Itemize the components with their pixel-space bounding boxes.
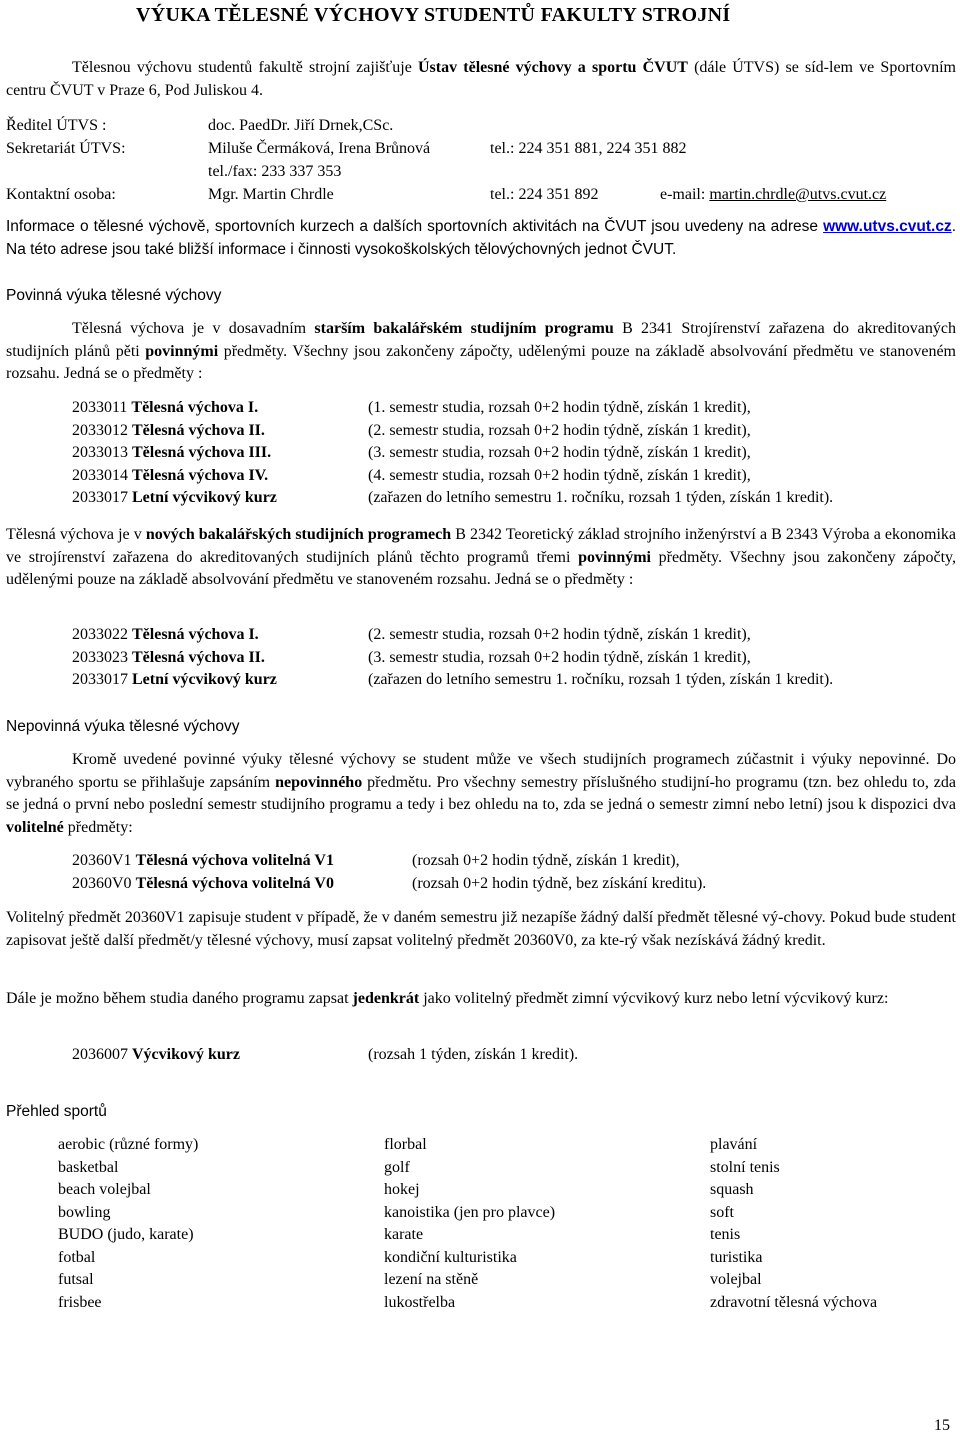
sport-item: kondiční kulturistika	[384, 1248, 517, 1266]
course-code: 2036007	[72, 1046, 132, 1063]
sports-heading: Přehled sportů	[6, 1103, 107, 1120]
text: předměty:	[63, 818, 133, 836]
sport-item: florbal	[384, 1136, 427, 1153]
text: Dále je možno během studia daného programu zapsat	[6, 990, 353, 1007]
optional-paragraph-3	[6, 988, 956, 1011]
course-code-name	[72, 487, 277, 510]
course-description: (4. semestr studia, rozsah 0+2 hodin týdně, získán 1 kredit),	[368, 466, 751, 484]
page-title: VÝUKA TĚLESNÉ VÝCHOVY STUDENTŮ FAKULTY STROJNÍ	[136, 4, 731, 26]
sport-item: zdravotní tělesná výchova	[710, 1293, 878, 1311]
course-code-name	[72, 873, 334, 896]
info-paragraph	[6, 216, 956, 261]
sport-item: kanoistika (jen pro plavce)	[384, 1203, 556, 1221]
contact-name: Mgr. Martin Chrdle	[208, 186, 334, 203]
course-name: Letní výcvikový kurz	[132, 671, 277, 688]
course-code: 2033017	[72, 671, 132, 688]
optional-heading: Nepovinná výuka tělesné výchovy	[6, 718, 240, 735]
sport-item: fotbal	[58, 1248, 96, 1266]
text-bold: jedenkrát	[352, 990, 420, 1007]
text: B 2341 Strojírenství zařazena do akreditovaných studijních plánů pěti	[6, 320, 956, 360]
intro-institute: Ústav tělesné výchovy a sportu ČVUT	[417, 59, 688, 76]
intro-paragraph	[6, 57, 956, 102]
sport-item: lukostřelba	[384, 1293, 456, 1311]
sport-item: aerobic (různé formy)	[58, 1136, 199, 1153]
course-code: 2033011	[72, 399, 132, 416]
sport-item: lezení na stěně	[384, 1271, 479, 1288]
sport-item: beach volejbal	[58, 1181, 151, 1198]
course-name: Tělesná výchova II.	[132, 648, 265, 666]
website-link[interactable]: www.utvs.cvut.cz	[823, 218, 952, 235]
sport-item: tenis	[710, 1226, 741, 1243]
sport-item: plavání	[710, 1136, 758, 1153]
course-name: Tělesná výchova III.	[132, 444, 272, 461]
course-description: (2. semestr studia, rozsah 0+2 hodin týdně, získán 1 kredit),	[368, 626, 751, 643]
sport-item: basketbal	[58, 1158, 119, 1176]
course-code: 2033023	[72, 648, 132, 666]
course-code-name	[72, 669, 277, 692]
mandatory-paragraph-2	[6, 524, 956, 592]
course-name: Tělesná výchova volitelná V0	[135, 874, 334, 892]
course-name: Tělesná výchova II.	[132, 421, 265, 439]
text: předmětu. Pro všechny semestry příslušného studijní-ho programu (tzn. bez ohledu to, zda se jedná o první nebo poslední semestr studijního programu a tedy i bez ohledu na to, zda se jedná o semestr zimní nebo letní) jsou k dispozici dva	[6, 773, 956, 813]
course-description: (1. semestr studia, rozsah 0+2 hodin týdně, získán 1 kredit),	[368, 399, 751, 416]
text-bold: nepovinného	[275, 773, 363, 791]
course-code-name	[72, 465, 268, 488]
info-text: Informace o tělesné výchově, sportovních kurzech a dalších sportovních aktivitách na ČVUT jsou uvedeny na adrese	[6, 218, 824, 235]
email-link[interactable]: martin.chrdle@utvs.cvut.cz	[709, 186, 887, 203]
text: B 2342 Teoretický základ strojního inženýrství a B 2343 Výroba a ekonomika ve strojírenství zařazena do akreditovaných studijních plánů těchto programů třemi	[6, 526, 957, 566]
mandatory-paragraph-1	[6, 318, 956, 386]
course-code-name	[72, 420, 265, 443]
text-bold: nových bakalářských studijních programech	[145, 526, 452, 543]
sport-item: hokej	[384, 1181, 420, 1198]
text: Tělesná výchova je v dosavadním	[72, 320, 315, 337]
sport-item: stolní tenis	[710, 1158, 780, 1176]
contact-email	[660, 184, 886, 207]
sport-item: karate	[384, 1226, 424, 1243]
course-description: (2. semestr studia, rozsah 0+2 hodin týdně, získán 1 kredit),	[368, 421, 751, 439]
course-description: (3. semestr studia, rozsah 0+2 hodin týdně, získán 1 kredit),	[368, 444, 751, 461]
course-code: 2033022	[72, 626, 132, 643]
text-bold: povinnými	[578, 548, 651, 566]
text-bold: starším bakalářském studijním programu	[314, 320, 614, 337]
sport-item: frisbee	[58, 1293, 102, 1311]
sport-item: volejbal	[710, 1271, 762, 1288]
course-name: Tělesná výchova I.	[132, 626, 259, 643]
text: Tělesná výchova je v	[6, 526, 146, 543]
sport-item: golf	[384, 1158, 410, 1176]
contact-label: Kontaktní osoba:	[6, 186, 116, 203]
course-description: (rozsah 0+2 hodin týdně, získán 1 kredit),	[412, 852, 680, 869]
course-code-name	[72, 647, 265, 670]
course-description: (zařazen do letního semestru 1. ročníku, rozsah 1 týden, získán 1 kredit).	[368, 671, 834, 688]
sport-item: futsal	[58, 1271, 94, 1288]
director-name: doc. PaedDr. Jiří Drnek,CSc.	[208, 117, 394, 134]
text: předměty. Všechny jsou zakončeny zápočty, udělenými pouze na základě absolvování předmětu ve stanoveném rozsahu. Jedná se o předměty :	[6, 342, 956, 382]
page-number: 15	[934, 1417, 950, 1434]
contact-tel: tel.: 224 351 892	[490, 186, 599, 203]
sport-item: turistika	[710, 1248, 763, 1266]
course-name: Tělesná výchova I.	[131, 399, 259, 416]
course-code-name	[72, 624, 259, 647]
course-name: Tělesná výchova volitelná V1	[135, 852, 334, 869]
course-description: (zařazen do letního semestru 1. ročníku, rozsah 1 týden, získán 1 kredit).	[368, 489, 834, 506]
course-code: 2033017	[72, 489, 132, 506]
mandatory-heading: Povinná výuka tělesné výchovy	[6, 287, 222, 304]
intro-text: Tělesnou výchovu studentů fakultě strojní zajišťuje	[72, 59, 418, 76]
intro-text-end: (dále ÚTVS) se síd-lem ve Sportovním centru ČVUT v Praze 6, Pod Juliskou 4.	[6, 59, 956, 99]
text: Kromě uvedené povinné výuky tělesné výchovy se student může ve všech studijních programech zúčastnit i výuky nepovinné. Do vybraného sportu se přihlašuje zapsáním	[6, 751, 956, 791]
sport-item: squash	[710, 1181, 754, 1198]
course-code: 2033013	[72, 444, 132, 461]
course-code: 2033014	[72, 466, 132, 484]
optional-paragraph-1	[6, 749, 956, 839]
info-text-end: . Na této adrese jsou také bližší informace i činnosti vysokoškolských tělovýchovných jednot ČVUT.	[6, 218, 956, 258]
course-code-name	[72, 397, 258, 420]
course-code-name	[72, 850, 334, 873]
email-label: e-mail:	[660, 186, 710, 203]
secretariat-names: Miluše Čermáková, Irena Brůnová	[208, 140, 431, 157]
text-bold: volitelné	[6, 818, 64, 836]
director-label: Ředitel ÚTVS :	[6, 117, 107, 134]
secretariat-label: Sekretariát ÚTVS:	[6, 140, 126, 157]
course-code-name	[72, 442, 271, 465]
secretariat-fax: tel./fax: 233 337 353	[208, 163, 342, 180]
course-description: (3. semestr studia, rozsah 0+2 hodin týdně, získán 1 kredit),	[368, 648, 751, 666]
course-description: (rozsah 0+2 hodin týdně, bez získání kreditu).	[412, 874, 707, 892]
text: předměty. Všechny jsou zakončeny zápočty, udělenými pouze na základě absolvování předmětu ve stanoveném rozsahu. Jedná se o předměty :	[6, 548, 956, 588]
optional-paragraph-2: Volitelný předmět 20360V1 zapisuje student v případě, že v daném semestru již nezapíše žádný další předmět tělesné vý-chovy. Pokud bude student zapisovat ještě další předmět/y tělesné výchovy, musí zapsat volitelný předmět 20360V0, za kte-rý však nezískává žádný kredit.	[6, 909, 956, 949]
course-name: Letní výcvikový kurz	[132, 489, 277, 506]
secretariat-tel: tel.: 224 351 881, 224 351 882	[490, 140, 687, 157]
sport-item: soft	[710, 1203, 734, 1221]
course-code: 2033012	[72, 421, 132, 439]
course-name: Výcvikový kurz	[132, 1046, 240, 1063]
course-name: Tělesná výchova IV.	[132, 466, 269, 484]
course-code: 20360V1	[72, 852, 136, 869]
text: jako volitelný předmět zimní výcvikový kurz nebo letní výcvikový kurz:	[419, 990, 889, 1007]
text-bold: povinnými	[145, 342, 219, 360]
winter-course-code-name	[72, 1044, 240, 1067]
sport-item: BUDO (judo, karate)	[58, 1226, 194, 1243]
winter-course-desc: (rozsah 1 týden, získán 1 kredit).	[368, 1046, 579, 1063]
course-code: 20360V0	[72, 874, 136, 892]
sport-item: bowling	[58, 1203, 111, 1221]
